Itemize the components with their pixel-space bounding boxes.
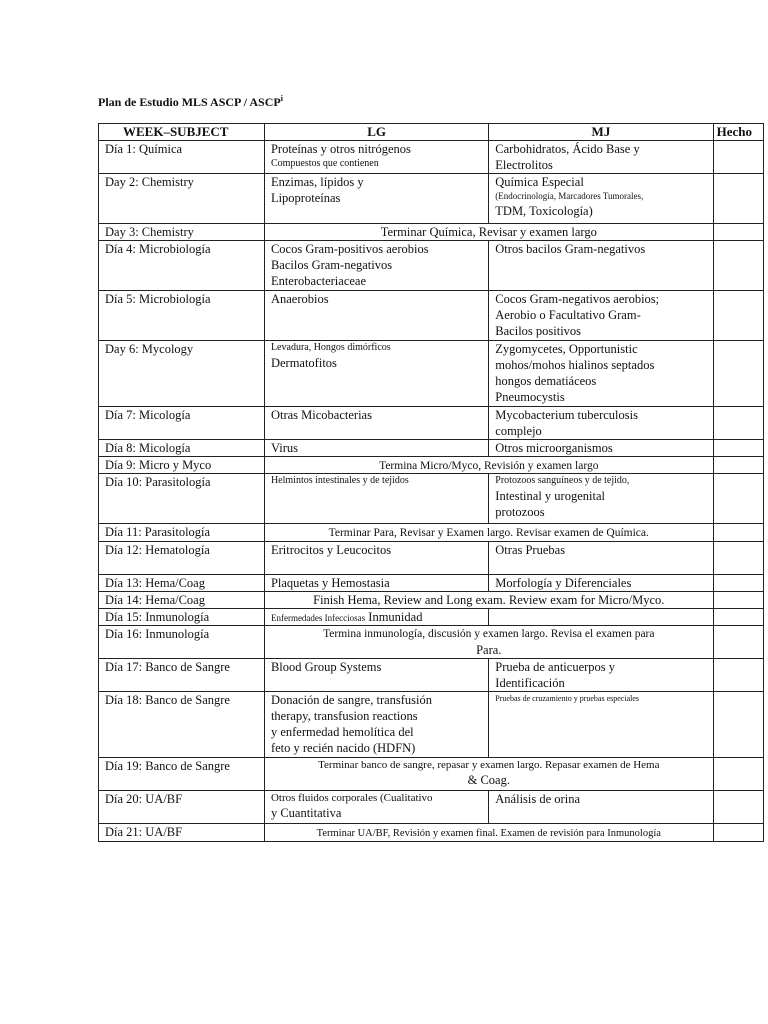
mj-line: Prueba de anticuerpos y — [495, 660, 616, 674]
table-row — [99, 141, 764, 174]
lg-line: Compuestos que contienen — [270, 158, 379, 169]
lg-small-text: Enfermedades Infecciosas — [270, 613, 366, 623]
table-row — [99, 575, 764, 592]
lg-line: feto y recién nacido (HDFN) — [270, 741, 416, 755]
day-cell: Día 4: Microbiología — [99, 241, 265, 291]
table-row — [99, 542, 764, 575]
lg-line: Enzimas, lípidos y — [270, 175, 364, 189]
hecho-cell[interactable] — [713, 440, 763, 457]
lg-cell — [264, 609, 488, 626]
table-row — [99, 241, 764, 291]
lg-line: Virus — [270, 441, 298, 455]
lg-line: Cocos Gram-positivos aerobios — [270, 242, 429, 256]
mj-cell — [489, 659, 713, 692]
table-row — [99, 474, 764, 524]
mj-line: Aerobio o Facultativo Gram- — [495, 308, 641, 322]
table-row — [99, 291, 764, 341]
mj-cell — [489, 542, 713, 575]
mj-line: Análisis de orina — [495, 792, 580, 806]
merged-text: Terminar Para, Revisar y Examen largo. Revisar examen de Química. — [328, 527, 649, 539]
hecho-cell[interactable] — [713, 824, 763, 842]
day-cell: Día 8: Micología — [99, 440, 265, 457]
lg-line: Plaquetas y Hemostasia — [270, 576, 390, 590]
merged-line: Termina inmunología, discusión y examen largo. Revisa el examen para — [323, 628, 655, 640]
mj-cell — [489, 141, 713, 174]
hecho-cell[interactable] — [713, 241, 763, 291]
hecho-cell[interactable] — [713, 791, 763, 824]
lg-cell — [264, 575, 488, 592]
mj-line: Cocos Gram-negativos aerobios; — [495, 292, 660, 306]
day-cell: Día 5: Microbiología — [99, 291, 265, 341]
day-cell: Día 9: Micro y Myco — [99, 457, 265, 474]
day-cell: Día 17: Banco de Sangre — [99, 659, 265, 692]
hecho-cell[interactable] — [713, 692, 763, 758]
day-cell: Día 14: Hema/Coag — [99, 592, 265, 609]
table-header-row — [99, 124, 764, 141]
mj-cell — [489, 241, 713, 291]
hecho-cell[interactable] — [713, 474, 763, 524]
merged-text: Termina Micro/Myco, Revisión y examen largo — [379, 460, 599, 472]
table-row — [99, 457, 764, 474]
merged-cell: Terminar Química, Revisar y examen largo — [264, 224, 713, 241]
hecho-cell[interactable] — [713, 524, 763, 542]
lg-line: Lipoproteínas — [270, 191, 341, 205]
mj-line: Mycobacterium tuberculosis — [495, 408, 638, 422]
day-cell: Day 6: Mycology — [99, 341, 265, 407]
day-cell: Día 11: Parasitología — [99, 524, 265, 542]
lg-line: Proteínas y otros nitrógenos — [270, 142, 411, 156]
merged-cell: Finish Hema, Review and Long exam. Review exam for Micro/Myco. — [264, 592, 713, 609]
lg-line: Anaerobios — [270, 292, 329, 306]
day-cell: Día 1: Química — [99, 141, 265, 174]
mj-line: Intestinal y urogenital — [495, 489, 605, 503]
mj-line: TDM, Toxicología) — [495, 204, 593, 218]
mj-line: Morfología y Diferenciales — [495, 576, 632, 590]
day-cell: Día 19: Banco de Sangre — [99, 758, 265, 791]
mj-line: Otros microorganismos — [495, 441, 613, 455]
mj-line: (Endocrinología, Marcadores Tumorales, — [495, 191, 644, 201]
day-cell: Día 12: Hematología — [99, 542, 265, 575]
header-hecho: Hecho — [713, 124, 763, 141]
merged-cell — [264, 824, 713, 842]
lg-cell — [264, 174, 488, 224]
lg-line: therapy, transfusion reactions — [270, 709, 418, 723]
mj-line: Pneumocystis — [495, 390, 565, 404]
hecho-cell[interactable] — [713, 457, 763, 474]
day-cell: Día 10: Parasitología — [99, 474, 265, 524]
lg-line: Helmintos intestinales y de tejidos — [270, 475, 409, 486]
lg-cell — [264, 659, 488, 692]
hecho-cell[interactable] — [713, 626, 763, 659]
day-cell: Day 2: Chemistry — [99, 174, 265, 224]
header-week-subject: WEEK–SUBJECT — [99, 124, 265, 141]
table-row — [99, 692, 764, 758]
mj-cell — [489, 474, 713, 524]
lg-line: Otros fluidos corporales (Cualitativo — [270, 792, 433, 804]
lg-line: Blood Group Systems — [270, 660, 382, 674]
lg-line: y Cuantitativa — [270, 806, 342, 820]
merged-text: Terminar UA/BF, Revisión y examen final. Examen de revisión para Inmunología — [316, 828, 661, 839]
mj-cell — [489, 174, 713, 224]
table-row — [99, 174, 764, 224]
lg-cell — [264, 241, 488, 291]
table-row — [99, 626, 764, 659]
day-cell: Día 20: UA/BF — [99, 791, 265, 824]
day-cell: Day 3: Chemistry — [99, 224, 265, 241]
table-row — [99, 758, 764, 791]
table-row — [99, 824, 764, 842]
mj-line: complejo — [495, 424, 542, 438]
lg-line: Levadura, Hongos dimórficos — [270, 342, 391, 353]
lg-line: Bacilos Gram-negativos — [270, 258, 393, 272]
merged-line: & Coag. — [467, 773, 510, 787]
lg-line: Donación de sangre, transfusión — [270, 693, 433, 707]
mj-line: Protozoos sanguíneos y de tejido, — [495, 475, 630, 486]
mj-cell — [489, 575, 713, 592]
mj-cell — [489, 291, 713, 341]
mj-line: Química Especial — [495, 175, 584, 189]
hecho-cell[interactable] — [713, 659, 763, 692]
mj-cell — [489, 341, 713, 407]
hecho-cell[interactable] — [713, 341, 763, 407]
lg-cell — [264, 542, 488, 575]
lg-line: Otras Micobacterias — [270, 408, 372, 422]
document-title-superscript: i — [280, 94, 283, 103]
table-row — [99, 791, 764, 824]
lg-cell — [264, 141, 488, 174]
table-row — [99, 440, 764, 457]
lg-cell — [264, 474, 488, 524]
table-row — [99, 224, 764, 241]
mj-line: Zygomycetes, Opportunistic — [495, 342, 638, 356]
mj-line: Electrolitos — [495, 158, 553, 172]
lg-line: Enterobacteriaceae — [270, 274, 367, 288]
lg-cell — [264, 341, 488, 407]
header-lg: LG — [264, 124, 488, 141]
mj-line: Identificación — [495, 676, 565, 690]
mj-line: Carbohidratos, Ácido Base y — [495, 142, 640, 156]
mj-line: hongos dematiáceos — [495, 374, 597, 388]
merged-cell — [264, 457, 713, 474]
lg-line: Dermatofitos — [270, 356, 337, 370]
study-plan-table — [98, 123, 764, 842]
day-cell: Día 21: UA/BF — [99, 824, 265, 842]
merged-line: Terminar banco de sangre, repasar y examen largo. Repasar examen de Hema — [318, 759, 660, 771]
merged-cell — [264, 758, 713, 791]
lg-cell — [264, 791, 488, 824]
mj-cell — [489, 791, 713, 824]
day-cell: Día 13: Hema/Coag — [99, 575, 265, 592]
mj-cell — [489, 407, 713, 440]
day-cell: Día 18: Banco de Sangre — [99, 692, 265, 758]
mj-cell — [489, 440, 713, 457]
lg-cell — [264, 291, 488, 341]
hecho-cell[interactable] — [713, 407, 763, 440]
document-title-text: Plan de Estudio MLS ASCP / ASCP — [98, 95, 281, 109]
hecho-cell[interactable] — [713, 141, 763, 174]
lg-cell — [264, 692, 488, 758]
day-cell: Día 16: Inmunología — [99, 626, 265, 659]
mj-line: Pruebas de cruzamiento y pruebas especiales — [495, 694, 639, 703]
mj-line: mohos/mohos hialinos septados — [495, 358, 655, 372]
mj-cell — [489, 609, 713, 626]
day-cell: Día 7: Micología — [99, 407, 265, 440]
mj-line: protozoos — [495, 505, 545, 519]
mj-line: Otros bacilos Gram-negativos — [495, 242, 646, 256]
hecho-cell[interactable] — [713, 542, 763, 575]
hecho-cell[interactable] — [713, 224, 763, 241]
table-row — [99, 609, 764, 626]
hecho-cell[interactable] — [713, 291, 763, 341]
lg-line: y enfermedad hemolítica del — [270, 725, 414, 739]
hecho-cell[interactable] — [713, 174, 763, 224]
lg-cell — [264, 407, 488, 440]
lg-line: Eritrocitos y Leucocitos — [270, 543, 392, 557]
mj-cell — [489, 692, 713, 758]
table-row — [99, 341, 764, 407]
table-row — [99, 659, 764, 692]
hecho-cell[interactable] — [713, 592, 763, 609]
mj-line: Bacilos positivos — [495, 324, 582, 338]
table-row — [99, 407, 764, 440]
day-cell: Día 15: Inmunología — [99, 609, 265, 626]
table-row — [99, 592, 764, 609]
lg-text: Inmunidad — [365, 610, 423, 624]
hecho-cell[interactable] — [713, 575, 763, 592]
hecho-cell[interactable] — [713, 758, 763, 791]
document-title — [98, 94, 283, 110]
merged-cell — [264, 626, 713, 659]
hecho-cell[interactable] — [713, 609, 763, 626]
table-row — [99, 524, 764, 542]
lg-cell — [264, 440, 488, 457]
mj-line: Otras Pruebas — [495, 543, 566, 557]
merged-cell — [264, 524, 713, 542]
merged-line: Para. — [476, 643, 502, 657]
header-mj: MJ — [489, 124, 713, 141]
